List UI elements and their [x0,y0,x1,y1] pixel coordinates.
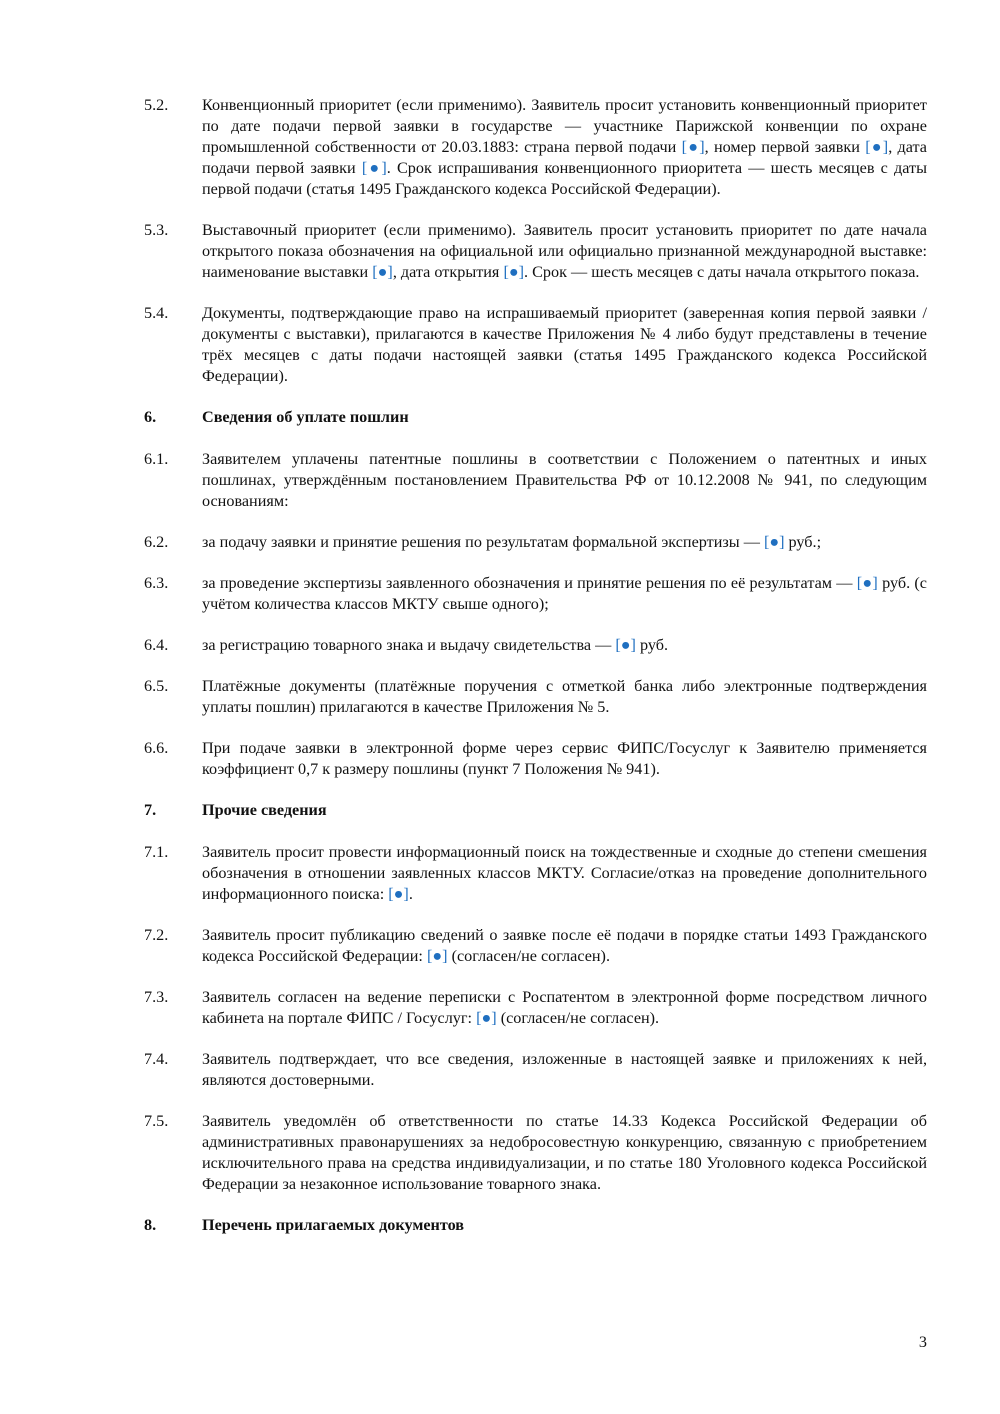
text-segment: Перечень прилагаемых документов [202,1216,465,1234]
clause [144,842,927,905]
section-title [202,1215,927,1236]
clause-number: 7.3. [144,988,169,1006]
clause-text [202,842,927,905]
text-segment: Сведения об уплате пошлин [202,408,409,426]
text-segment: . Срок — шесть месяцев с даты начала открытого показа. [524,263,920,281]
section-heading [144,800,927,821]
text-segment: Конвенционный приоритет (если применимо). Заявитель просит установить конвенционный приоритет по дате подачи первой заявки в государстве — участнике Парижской конвенции по охране промышленной собственности от 20.03.1883: страна первой подачи [202,96,927,156]
text-segment: Платёжные документы (платёжные поручения с отметкой банка либо электронные подтверждения уплаты пошлин) прилагаются в качестве Приложения № 5. [202,677,927,716]
text-segment: за регистрацию товарного знака и выдачу свидетельства — [202,636,616,654]
clause-number: 6.2. [144,533,169,551]
placeholder-field[interactable]: [●] [503,263,524,281]
section-number: 7. [144,801,157,819]
text-segment: (согласен/не согласен). [496,1009,660,1027]
placeholder-field[interactable]: [●] [388,885,409,903]
clause-text [202,925,927,967]
placeholder-field[interactable]: [●] [856,574,878,592]
clause-text [202,676,927,718]
clause [144,1049,927,1091]
text-segment: Заявитель подтверждает, что все сведения, изложенные в настоящей заявке и приложениях к ней, являются достоверными. [202,1050,927,1089]
page-number: 3 [918,1333,927,1351]
placeholder-field[interactable]: [●] [681,138,705,156]
clause [144,573,927,615]
clause-text [202,303,927,387]
clause-text [202,449,927,512]
placeholder-field[interactable]: [●] [476,1009,497,1027]
placeholder-field[interactable]: [●] [361,159,387,177]
placeholder-field[interactable]: [●] [615,636,636,654]
clause-text [202,738,927,780]
text-segment: Заявитель просит публикацию сведений о заявке после её подачи в порядке статьи 1493 Гражданского кодекса Российской Федерации: [202,926,927,965]
section-heading [144,407,927,428]
clause [144,676,927,718]
clause-number: 7.4. [144,1050,169,1068]
placeholder-field[interactable]: [●] [372,263,393,281]
text-segment: (согласен/не согласен). [447,947,610,965]
section-heading [144,1215,927,1236]
clause-number: 6.6. [144,739,169,757]
clause-text [202,573,927,615]
clause-text [202,1049,927,1091]
text-segment: , дата подачи первой заявки [202,138,927,177]
text-segment: руб. (с учётом количества классов МКТУ свыше одного); [202,574,927,613]
text-segment: Заявитель согласен на ведение переписки с Роспатентом в электронной форме посредством личного кабинета на портале ФИПС / Госуслуг: [202,988,927,1027]
clause-number: 7.2. [144,926,169,944]
text-segment: за подачу заявки и принятие решения по результатам формальной экспертизы — [202,533,764,551]
text-segment: . Срок испрашивания конвенционного приоритета — шесть месяцев с даты первой подачи (статья 1495 Гражданского кодекса Российской Федерации). [202,159,927,198]
clause [144,925,927,967]
text-segment: за проведение экспертизы заявленного обозначения и принятие решения по её результатам — [202,574,857,592]
clause-number: 6.5. [144,677,169,695]
section-title [202,407,927,428]
text-segment: , номер первой заявки [704,138,866,156]
text-segment: Заявителем уплачены патентные пошлины в соответствии с Положением о патентных и иных пошлинах, утверждённым постановлением Правительства РФ от 10.12.2008 № 941, по следующим основаниям: [202,450,927,510]
clause-text [202,532,927,553]
text-segment: Заявитель уведомлён об ответственности по статье 14.33 Кодекса Российской Федерации об административных правонарушениях за недобросовестную конкуренцию, связанную с приобретением исключительного права на средства индивидуализации, и по статье 180 Уголовного кодекса Российской Федерации за незаконное использование товарного знака. [202,1112,927,1193]
text-segment: руб. [635,636,669,654]
text-segment: руб.; [784,533,822,551]
clause [144,95,927,200]
clause [144,449,927,512]
section-title [202,800,927,821]
text-segment: Заявитель просит провести информационный поиск на тождественные и сходные до степени смешения обозначения в отношении заявленных классов МКТУ. Согласие/отказ на проведение дополнительного информационного поиска: [202,843,927,903]
clause-number: 7.1. [144,843,169,861]
text-segment: Документы, подтверждающие право на испрашиваемый приоритет (заверенная копия первой заявки / документы с выставки), прилагаются в качестве Приложения № 4 либо будут представлены в течение трёх месяцев с даты подачи настоящей заявки (статья 1495 Гражданского кодекса Российской Федерации). [202,304,927,385]
text-segment: Выставочный приоритет (если применимо). Заявитель просит установить приоритет по дате начала открытого показа обозначения на официальной или официально признанной международной выставке: наименование выставки [202,221,927,281]
text-segment: При подаче заявки в электронной форме через сервис ФИПС/Госуслуг к Заявителю применяется коэффициент 0,7 к размеру пошлины (пункт 7 Положения № 941). [202,739,927,778]
clause-number: 6.3. [144,574,169,592]
clause-text [202,1111,927,1195]
clause [144,1111,927,1195]
document-body [144,95,927,1236]
clause-text [202,987,927,1029]
clause [144,987,927,1029]
section-number: 8. [144,1216,157,1234]
clause-number: 6.4. [144,636,169,654]
clause [144,303,927,387]
clause-number: 5.4. [144,304,169,322]
text-segment: , дата открытия [392,263,504,281]
text-segment: . [408,885,413,903]
clause [144,635,927,656]
placeholder-field[interactable]: [●] [426,947,448,965]
text-segment: Прочие сведения [202,801,327,819]
section-number: 6. [144,408,157,426]
clause-number: 7.5. [144,1112,169,1130]
clause-number: 6.1. [144,450,169,468]
clause [144,532,927,553]
placeholder-field[interactable]: [●] [763,533,785,551]
clause-number: 5.3. [144,221,169,239]
clause-number: 5.2. [144,96,169,114]
placeholder-field[interactable]: [●] [865,138,889,156]
clause [144,220,927,283]
clause-text [202,220,927,283]
clause-text [202,635,927,656]
clause-text [202,95,927,200]
clause [144,738,927,780]
